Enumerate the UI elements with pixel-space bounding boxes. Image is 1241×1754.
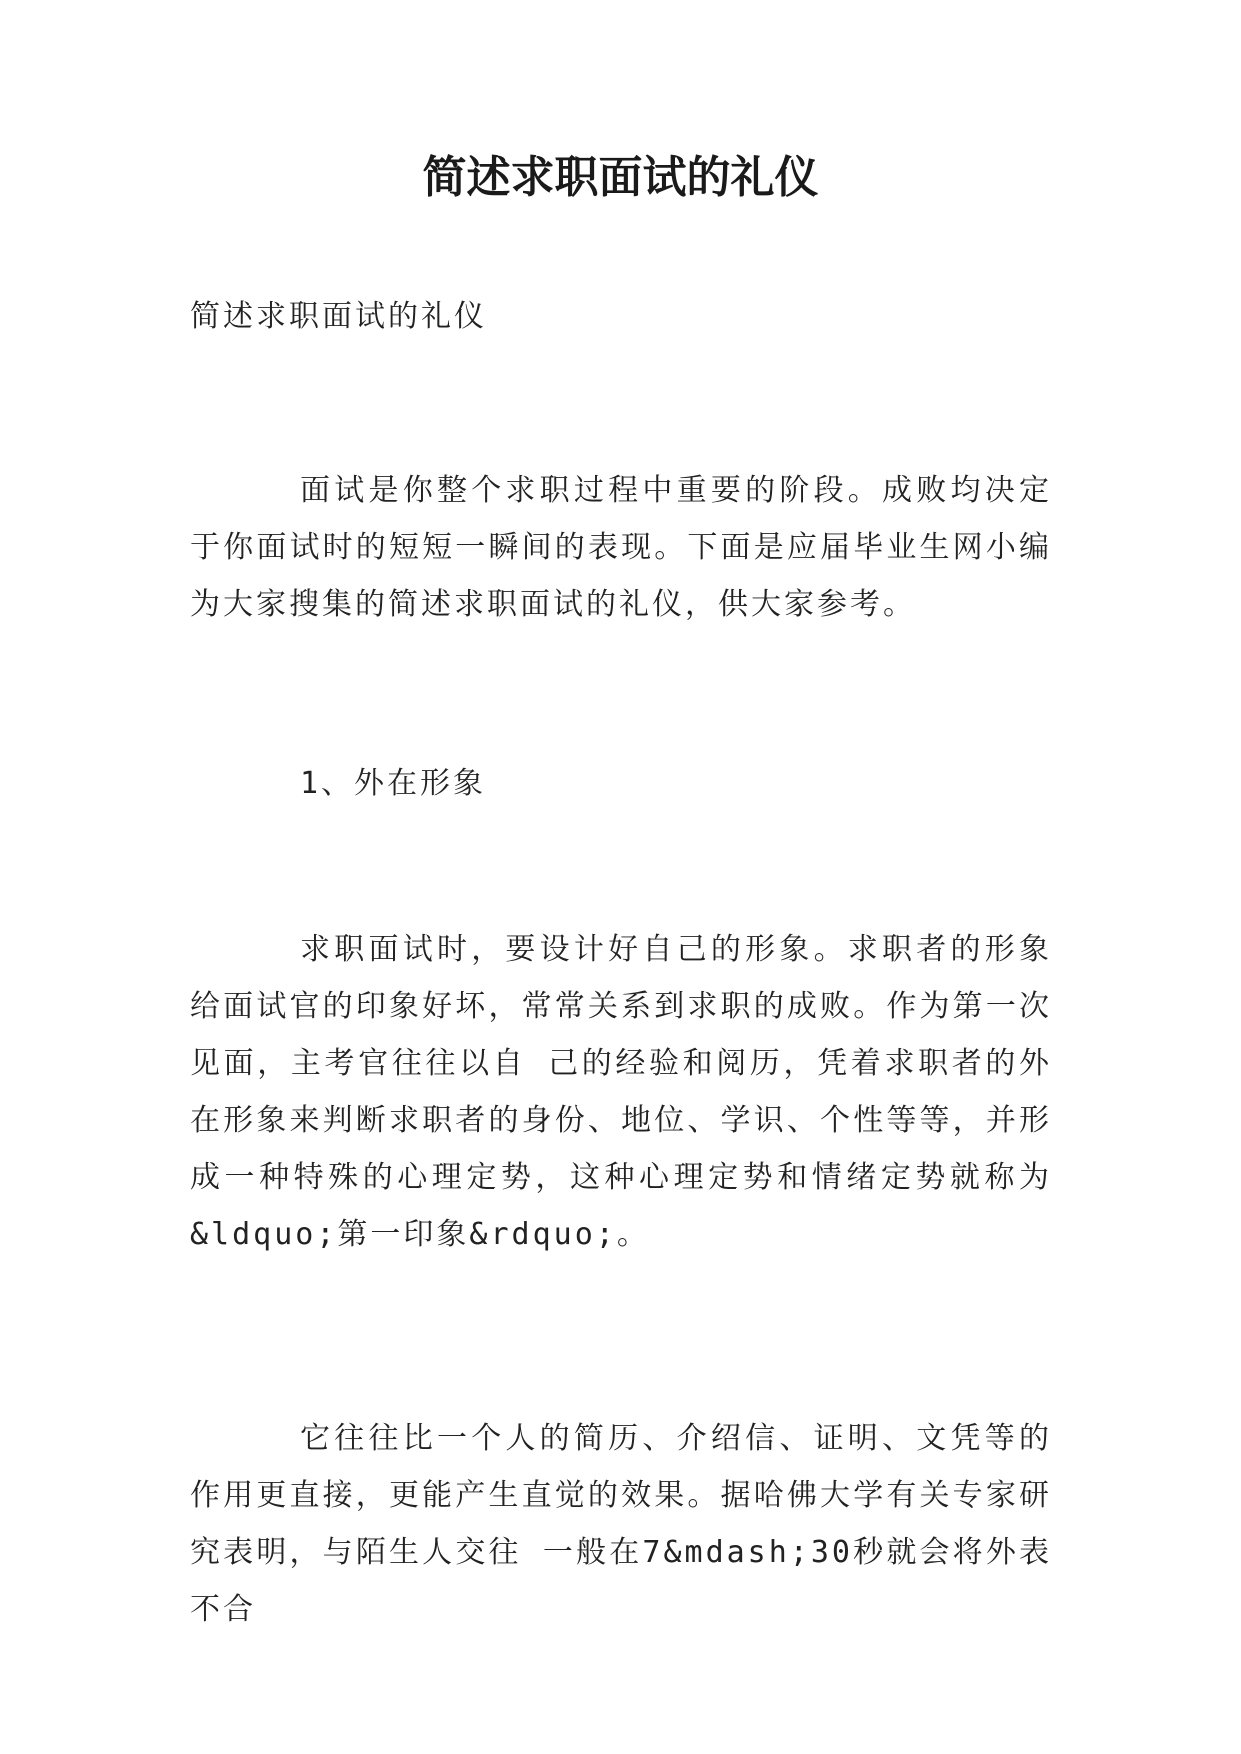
intro-paragraph: 面试是你整个求职过程中重要的阶段。成败均决定于你面试时的短短一瞬间的表现。下面是应届毕业生网小编为大家搜集的简述求职面试的礼仪，供大家参考。 — [190, 473, 1052, 622]
document-title: 简述求职面试的礼仪 — [422, 152, 819, 203]
appearance-paragraph-1: 求职面试时，要设计好自己的形象。求职者的形象给面试官的印象好坏，常常关系到求职的成败。作为第一次见面，主考官往往以自 己的经验和阅历，凭着求职者的外在形象来判断求职者的身份、地位、学识、个性等等，并形成一种特殊的心理定势，这种心理定势和情绪定势就称为&ldquo;第一印象&rdquo;。 — [190, 932, 1052, 1252]
document-subtitle: 简述求职面试的礼仪 — [190, 299, 487, 334]
appearance-paragraph-2: 它往往比一个人的简历、介绍信、证明、文凭等的作用更直接，更能产生直觉的效果。据哈佛大学有关专家研究表明，与陌生人交往 一般在7&mdash;30秒就会将外表不合 — [190, 1421, 1052, 1627]
section-heading-appearance: 1、外在形象 — [300, 766, 487, 801]
